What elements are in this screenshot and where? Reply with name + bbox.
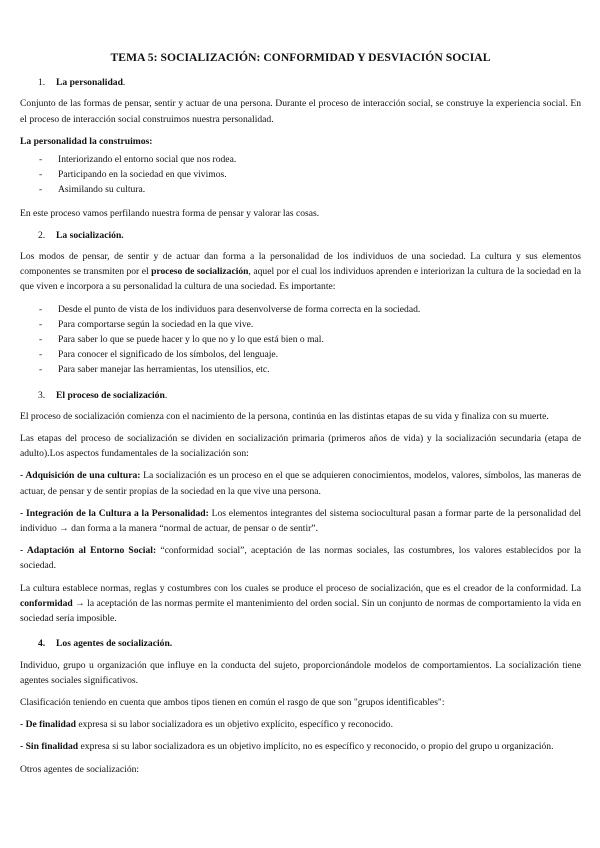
- list-item: - Para comportarse según la sociedad en la que vive.: [39, 317, 581, 332]
- section-heading-agentes: 4. Los agentes de socialización.: [38, 638, 173, 650]
- document-page: [20, 46, 581, 784]
- paragraph: Individuo, grupo u organización que influye en la conducta del sujeto, proporcionándole modelos de comportamientos. La socialización tiene agentes sociales significativos.: [20, 659, 581, 686]
- paragraph: La cultura establece normas, reglas y costumbres con los cuales se produce el proceso de socialización, que es el creador de la conformidad. La conformidad → la aceptación de las normas permite el mantenimiento del orden social. Sin un conjunto de normas de comportamiento la vida en sociedad sería imposible.: [20, 582, 581, 625]
- section-heading-personalidad: 1. La personalidad.: [38, 77, 126, 89]
- list-item: - Desde el punto de vista de los individuos para desenvolverse de forma correcta en la sociedad.: [39, 302, 581, 317]
- list-item: - Interiorizando el entorno social que nos rodea.: [39, 152, 581, 167]
- page-title: TEMA 5: SOCIALIZACIÓN: CONFORMIDAD Y DESVIACIÓN SOCIAL: [110, 51, 491, 64]
- paragraph: - Integración de la Cultura a la Personalidad: Los elementos integrantes del sistema sociocultural pasan a formar parte de la personalidad del individuo → dan forma a la manera “normal de actuar, de pensar o de sentir”.: [20, 507, 581, 535]
- paragraph: Conjunto de las formas de pensar, sentir y actuar de una persona. Durante el proceso de interacción social, se construye la experiencia social. En el proceso de interacción social construimos nuestra personalidad.: [20, 98, 581, 125]
- list-item: - Para saber manejar las herramientas, los utensilios, etc.: [39, 362, 581, 377]
- paragraph: - Sin finalidad expresa si su labor socializadora es un objetivo implícito, no es específico y reconocido, o propio del grupo u organización.: [20, 741, 554, 753]
- paragraph: Los modos de pensar, de sentir y de actuar dan forma a la personalidad de los individuos de una sociedad. La cultura y sus elementos componentes se transmiten por el proceso de socialización, aquel por el cual los individuos aprenden e interiorizan la cultura de la sociedad en la que viven e incorpora a su personalidad la cultura de una sociedad. Es importante:: [20, 251, 581, 293]
- paragraph: Las etapas del proceso de socialización se dividen en socialización primaria (primeros años de vida) y la socialización secundaria (etapa de adulto).Los aspectos fundamentales de la socialización son:: [20, 433, 581, 460]
- bullet-list: [20, 302, 581, 378]
- section-heading-socializacion: 2. La socialización.: [38, 229, 124, 241]
- paragraph: - De finalidad expresa si su labor socializadora es un objetivo explícito, específico y reconocido.: [20, 719, 394, 731]
- paragraph: - Adaptación al Entorno Social: “conformidad social”, aceptación de las normas sociales, las costumbres, los valores establecidos por la sociedad.: [20, 545, 582, 572]
- bullet-list: [20, 152, 581, 198]
- list-item: - Para saber lo que se puede hacer y lo que no y lo que está bien o mal.: [39, 332, 581, 347]
- list-item: - Asimilando su cultura.: [39, 182, 581, 197]
- list-item: - Para conocer el significado de los símbolos, del lenguaje.: [39, 347, 581, 362]
- paragraph: Clasificación teniendo en cuenta que ambos tipos tienen en común el rasgo de que son "grupos identificables":: [20, 696, 445, 708]
- subheading: La personalidad la construimos:: [20, 135, 153, 147]
- paragraph: - Adquisición de una cultura: La socialización es un proceso en el que se adquieren conocimientos, modelos, valores, símbolos, las maneras de actuar, de pensar y de sentir propias de la sociedad en la que vive una persona.: [20, 470, 582, 497]
- section-heading-proceso: 3. El proceso de socialización.: [38, 389, 168, 401]
- paragraph: En este proceso vamos perfilando nuestra forma de pensar y valorar las cosas.: [20, 207, 320, 219]
- list-item: - Participando en la sociedad en que vivimos.: [39, 167, 581, 182]
- paragraph: Otros agentes de socialización:: [20, 763, 140, 775]
- paragraph: El proceso de socialización comienza con el nacimiento de la persona, continúa en las distintas etapas de su vida y finaliza con su muerte.: [20, 410, 549, 422]
